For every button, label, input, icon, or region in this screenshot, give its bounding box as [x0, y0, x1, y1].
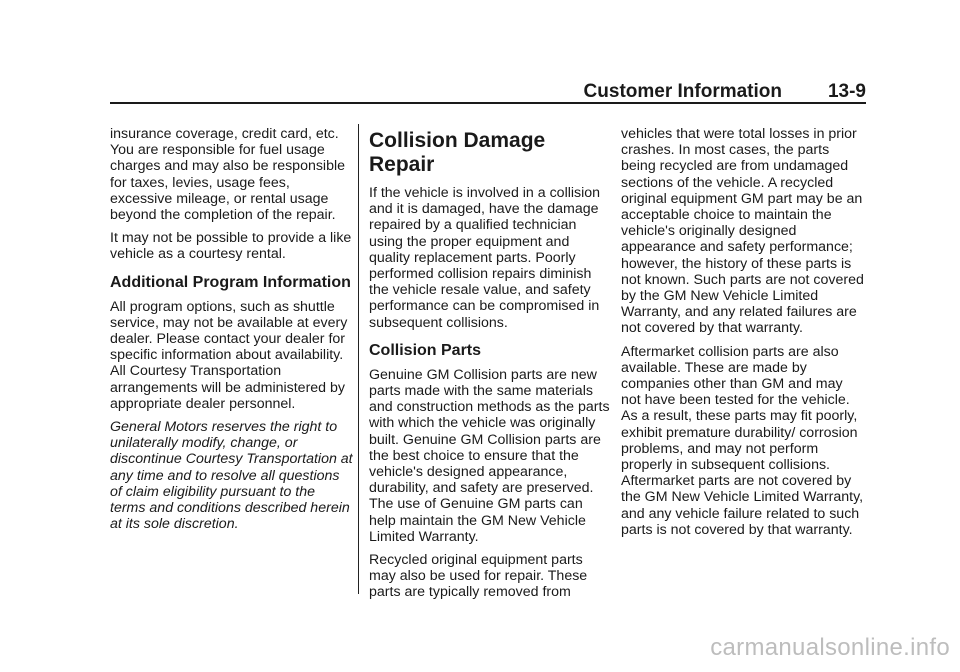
- header-rule: [110, 102, 866, 104]
- heading-collision-damage-repair: Collision Damage Repair: [369, 129, 546, 176]
- column-right: [621, 126, 865, 545]
- paragraph: Aftermarket collision parts are also available. These are made by companies other than GM and may not have been tested for the vehicle. As a result, these parts may fit poorly, exhibit premature durability/ corrosion problems, and may not perform properly in subsequent collisions. Aftermarket parts are not covered by the GM New Vehicle Limited Warranty, and any vehicle failure related to such parts is not covered by that warranty.: [621, 343, 864, 538]
- column-divider: [358, 124, 359, 594]
- heading-collision-parts: Collision Parts: [369, 341, 482, 359]
- section-title: Customer Information: [583, 81, 782, 102]
- paragraph: It may not be possible to provide a like vehicle as a courtesy rental.: [110, 230, 352, 263]
- heading-additional-program: Additional Program Information: [110, 273, 351, 291]
- paragraph: Genuine GM Collision parts are new parts made with the same materials and construction methods as the parts with which the vehicle was originally built. Genuine GM Collision parts are the best choice to ensure that the vehicle's designed appearance, durability, and safety are preserved. The use of Genuine GM parts can help maintain the GM New Vehicle Limited Warranty.: [369, 366, 610, 545]
- column-middle: [369, 126, 613, 608]
- paragraph: All program options, such as shuttle service, may not be available at every dealer. Please contact your dealer for specific information about availability. All Courtesy Transportation arrangements will be administered by appropriate dealer personnel.: [110, 298, 348, 412]
- paragraph: If the vehicle is involved in a collision and it is damaged, have the damage repaired by a qualified technician using the proper equipment and quality replacement parts. Poorly performed collision repairs diminish the vehicle resale value, and safety performance can be compromised in subsequent collisions.: [369, 185, 601, 331]
- paragraph: Recycled original equipment parts may also be used for repair. These parts are typically removed from: [369, 552, 588, 601]
- column-left: [110, 126, 354, 539]
- paragraph: insurance coverage, credit card, etc. You are responsible for fuel usage charges and may also be responsible for taxes, levies, usage fees, excessive mileage, or rental usage beyond the completion of the repair.: [110, 126, 346, 224]
- paragraph: vehicles that were total losses in prior crashes. In most cases, the parts being recycled are from undamaged sections of the vehicle. A recycled original equipment GM part may be an acceptable choice to maintain the vehicle's originally designed appearance and safety performance; however, the history of these parts is not known. Such parts are not covered by the GM New Vehicle Limited Warranty, and any related failures are not covered by that warranty.: [621, 126, 864, 337]
- page-number: 13-9: [827, 81, 866, 102]
- paragraph-disclaimer: General Motors reserves the right to unilaterally modify, change, or discontinue Courtesy Transportation at any time and to resolve all questions of claim eligibility pursuant to the terms and conditions described herein at its sole discretion.: [110, 419, 353, 533]
- watermark: carmanualsonline.info: [710, 634, 950, 661]
